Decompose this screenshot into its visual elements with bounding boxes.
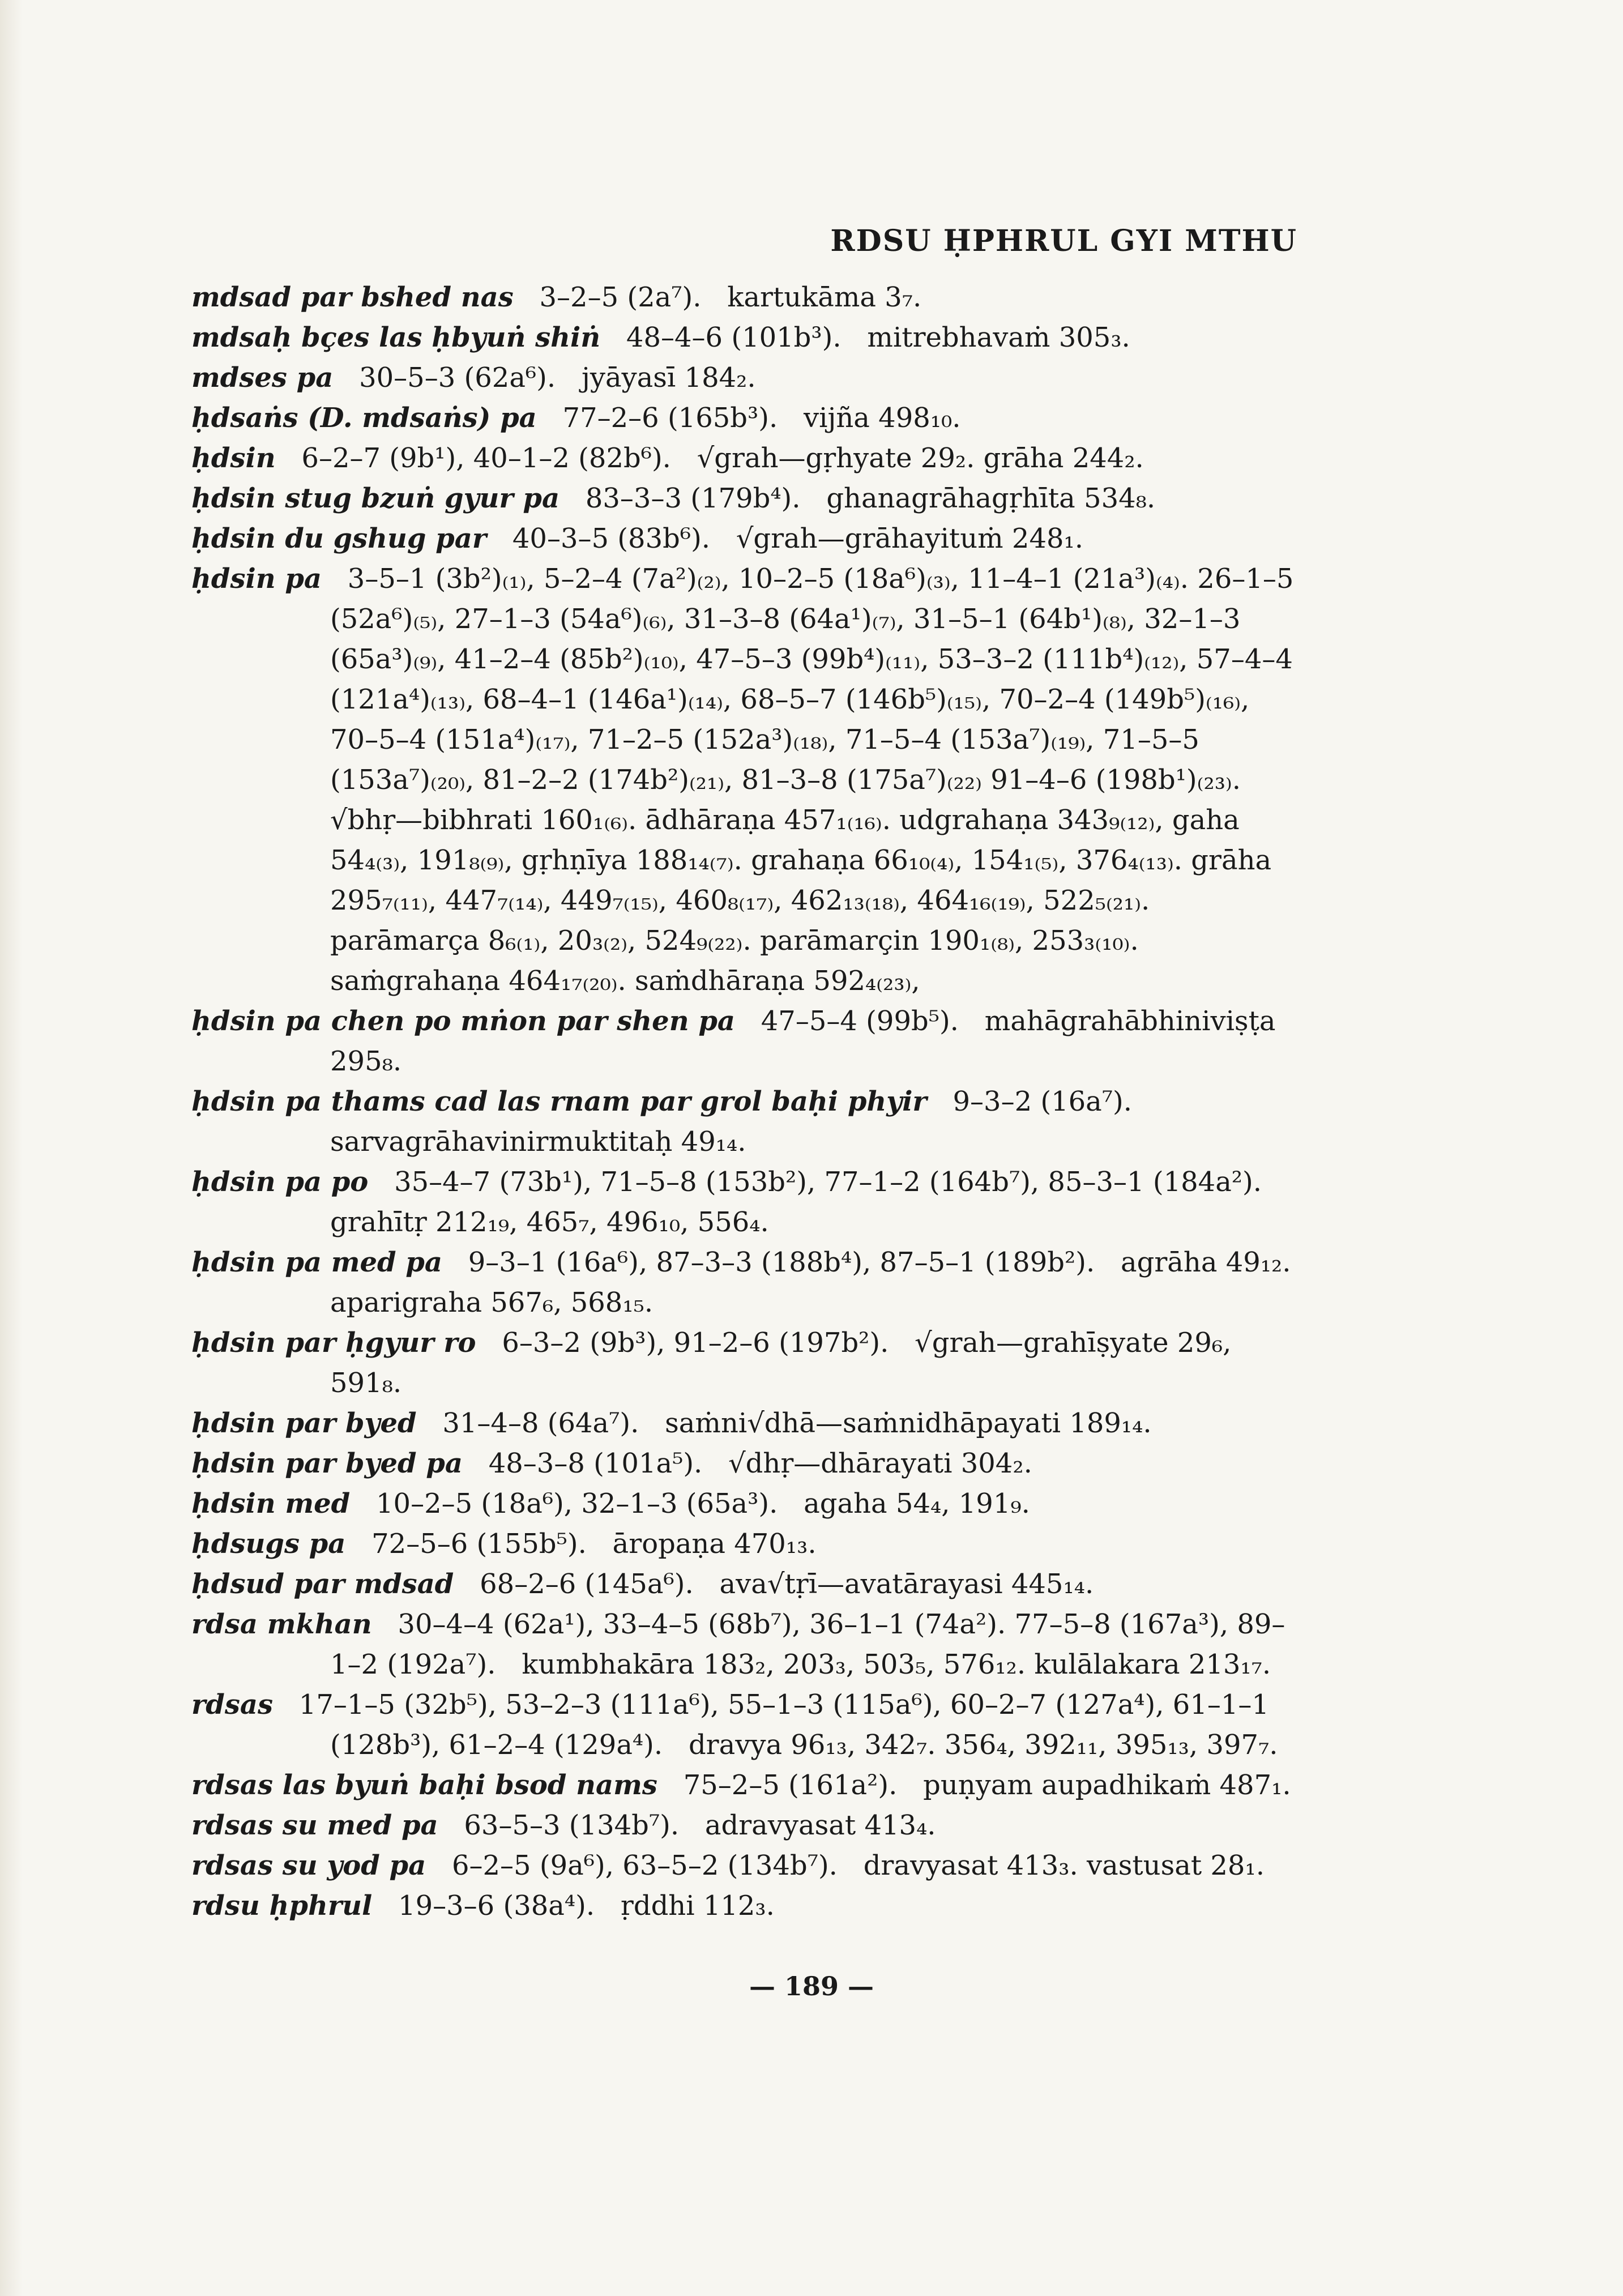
headword: ḥdsin med [191,1488,351,1520]
references: 10–2–5 (18a⁶), 32–1–3 (65a³). [376,1488,778,1520]
sanskrit-equivalent: ghanagrāhagṛhīta 534₈. [826,483,1156,514]
entry [191,1444,1299,1484]
entry [191,398,1299,438]
references: 47–5–4 (99b⁵). [761,1005,959,1037]
sanskrit-equivalent: āropaṇa 470₁₃. [612,1528,817,1560]
scan-edge [0,0,23,2296]
entry [191,438,1299,479]
headword: ḥdsin par byed pa [191,1448,463,1479]
references: 75–2–5 (161a²). [683,1769,898,1801]
sanskrit-equivalent: mahāgrahābhiniviṣṭa 295₈. [330,1005,1276,1077]
sanskrit-equivalent: agrāha 49₁₂. aparigraha 567₆, 568₁₅. [330,1247,1291,1318]
entry [191,1604,1299,1685]
entry [191,1685,1299,1765]
headword: ḥdsin pa med pa [191,1247,442,1278]
sanskrit-equivalent: ava√tṛī—avatārayasi 445₁₄. [719,1568,1094,1600]
entry [191,1082,1299,1162]
sanskrit-equivalent: adravyasat 413₄. [704,1810,936,1841]
sanskrit-equivalent: ṛddhi 112₃. [620,1890,775,1922]
references: 17–1–5 (32b⁵), 53–2–3 (111a⁶), 55–1–3 (115a⁶), 60–2–7 (127a⁴), 61–1–1 (128b³), 61–2–4 (129a⁴). [298,1689,1269,1761]
references: 9–3–1 (16a⁶), 87–3–3 (188b⁴), 87–5–1 (189b²). [468,1247,1095,1278]
sanskrit-equivalent: grahītṛ 212₁₉, 465₇, 496₁₀, 556₄. [330,1206,769,1238]
entry-list [191,278,1299,1926]
headword: ḥdsin stug bzuṅ gyur pa [191,483,560,514]
sanskrit-equivalent: mitrebhavaṁ 305₃. [867,322,1130,353]
references: 77–2–6 (165b³). [562,402,778,434]
headword: ḥdsin du gshug par [191,523,487,554]
running-head: RDSU ḤPHRUL GYI MTHU [830,224,1297,258]
headword: ḥdsugs pa [191,1528,346,1560]
references: 63–5–3 (134b⁷). [464,1810,680,1841]
references: 6–2–5 (9a⁶), 63–5–2 (134b⁷). [451,1850,838,1881]
entry [191,1484,1299,1524]
headword: ḥdsin par byed [191,1407,417,1439]
sanskrit-equivalent: sarvagrāhavinirmuktitaḥ 49₁₄. [330,1126,746,1158]
headword: rdsu ḥphrul [191,1890,373,1922]
references: 19–3–6 (38a⁴). [398,1890,595,1922]
sanskrit-equivalent: dravya 96₁₃, 342₇. 356₄, 392₁₁, 395₁₃, 397₇. [688,1729,1278,1761]
references: 9–3–2 (16a⁷). [953,1086,1133,1117]
page-number: — 189 — [749,1971,874,2001]
sanskrit-equivalent: kartukāma 3₇. [727,281,922,313]
entry [191,1886,1299,1926]
entry [191,1323,1299,1403]
references: 40–3–5 (83b⁶). [512,523,711,554]
headword: rdsa mkhan [191,1608,372,1640]
sanskrit-equivalent: dravyasat 413₃. vastusat 28₁. [863,1850,1265,1881]
headword: ḥdsin pa thams cad las rnam par grol baḥi phyir [191,1086,927,1117]
entry [191,278,1299,318]
entry [191,358,1299,398]
sanskrit-equivalent: √bhṛ—bibhrati 160₁₍₆₎. ādhāraṇa 457₁₍₁₆₎. udgrahaṇa 343₉₍₁₂₎, gaha 54₄₍₃₎, 191₈₍₉₎, gṛhṇīya 188₁₄₍₇₎. grahaṇa 66₁₀₍₄₎, 154₁₍₅₎, 376₄₍₁₃₎. grāha 295₇₍₁₁₎, 447₇₍₁₄₎, 449₇₍₁₅₎, 460₈₍₁₇₎, 462₁₃₍₁₈₎, 464₁₆₍₁₉₎, 522₅₍₂₁₎. parāmarça 8₆₍₁₎, 20₃₍₂₎, 524₉₍₂₂₎. parāmarçin 190₁₍₈₎, 253₃₍₁₀₎. saṁgrahaṇa 464₁₇₍₂₀₎. saṁdhāraṇa 592₄₍₂₃₎, [330,804,1272,997]
entry [191,1403,1299,1444]
headword: rdsas su yod pa [191,1850,426,1881]
sanskrit-equivalent: √dhṛ—dhārayati 304₂. [728,1448,1032,1479]
entry [191,1524,1299,1564]
headword: ḥdsin par ḥgyur ro [191,1327,476,1359]
entry [191,519,1299,559]
sanskrit-equivalent: √grah—gṛhyate 29₂. grāha 244₂. [697,442,1144,474]
references: 68–2–6 (145a⁶). [480,1568,694,1600]
sanskrit-equivalent: agaha 54₄, 191₉. [804,1488,1030,1520]
references: 48–3–8 (101a⁵). [488,1448,703,1479]
references: 72–5–6 (155b⁵). [371,1528,587,1560]
headword: ḥdsin pa [191,563,322,595]
sanskrit-equivalent: puṇyam aupadhikaṁ 487₁. [923,1769,1291,1801]
references: 30–5–3 (62a⁶). [359,362,556,394]
references: 6–3–2 (9b³), 91–2–6 (197b²). [502,1327,889,1359]
entry [191,1846,1299,1886]
headword: ḥdsin [191,442,276,474]
references: 83–3–3 (179b⁴). [585,483,801,514]
headword: rdsas su med pa [191,1810,438,1841]
headword: ḥdsud par mdsad [191,1568,454,1600]
entry [191,1806,1299,1846]
entry [191,1243,1299,1323]
references: 3–2–5 (2a⁷). [539,281,702,313]
sanskrit-equivalent: √grah—grāhayituṁ 248₁. [736,523,1084,554]
headword: rdsas [191,1689,273,1721]
headword: mdsad par bshed nas [191,281,514,313]
headword: ḥdsaṅs (D. mdsaṅs) pa [191,402,537,434]
entry [191,1765,1299,1806]
references: 35–4–7 (73b¹), 71–5–8 (153b²), 77–1–2 (164b⁷), 85–3–1 (184a²). [394,1166,1262,1198]
references: 48–4–6 (101b³). [626,322,842,353]
sanskrit-equivalent: kumbhakāra 183₂, 203₃, 503₅, 576₁₂. kulālakara 213₁₇. [522,1649,1271,1680]
headword: mdsaḥ bçes las ḥbyuṅ shiṅ [191,322,601,353]
references: 3–5–1 (3b²)₍₁₎, 5–2–4 (7a²)₍₂₎, 10–2–5 (18a⁶)₍₃₎, 11–4–1 (21a³)₍₄₎. 26–1–5 (52a⁶)₍₅₎, 27–1–3 (54a⁶)₍₆₎, 31–3–8 (64a¹)₍₇₎, 31–5–1 (64b¹)₍₈₎, 32–1–3 (65a³)₍₉₎, 41–2–4 (85b²)₍₁₀₎, 47–5–3 (99b⁴)₍₁₁₎, 53–3–2 (111b⁴)₍₁₂₎, 57–4–4 (121a⁴)₍₁₃₎, 68–4–1 (146a¹)₍₁₄₎, 68–5–7 (146b⁵)₍₁₅₎, 70–2–4 (149b⁵)₍₁₆₎, 70–5–4 (151a⁴)₍₁₇₎, 71–2–5 (152a³)₍₁₈₎, 71–5–4 (153a⁷)₍₁₉₎, 71–5–5 (153a⁷)₍₂₀₎, 81–2–2 (174b²)₍₂₁₎, 81–3–8 (175a⁷)₍₂₂₎ 91–4–6 (198b¹)₍₂₃₎. [330,563,1294,796]
headword: ḥdsin pa chen po mṅon par shen pa [191,1005,735,1037]
headword: mdses pa [191,362,334,394]
entry [191,559,1299,1001]
sanskrit-equivalent: saṁni√dhā—saṁnidhāpayati 189₁₄. [665,1407,1152,1439]
sanskrit-equivalent: √grah—grahīṣyate 29₆, 591₈. [330,1327,1232,1399]
references: 6–2–7 (9b¹), 40–1–2 (82b⁶). [301,442,671,474]
references: 31–4–8 (64a⁷). [442,1407,639,1439]
headword: ḥdsin pa po [191,1166,369,1198]
references: 30–4–4 (62a¹), 33–4–5 (68b⁷), 36–1–1 (74a²). 77–5–8 (167a³), 89–1–2 (192a⁷). [330,1608,1285,1680]
entry [191,318,1299,358]
sanskrit-equivalent: jyāyasī 184₂. [581,362,756,394]
entry [191,479,1299,519]
entry [191,1162,1299,1243]
entry [191,1564,1299,1604]
headword: rdsas las byuṅ baḥi bsod nams [191,1769,657,1801]
sanskrit-equivalent: vijña 498₁₀. [804,402,961,434]
entry [191,1001,1299,1082]
